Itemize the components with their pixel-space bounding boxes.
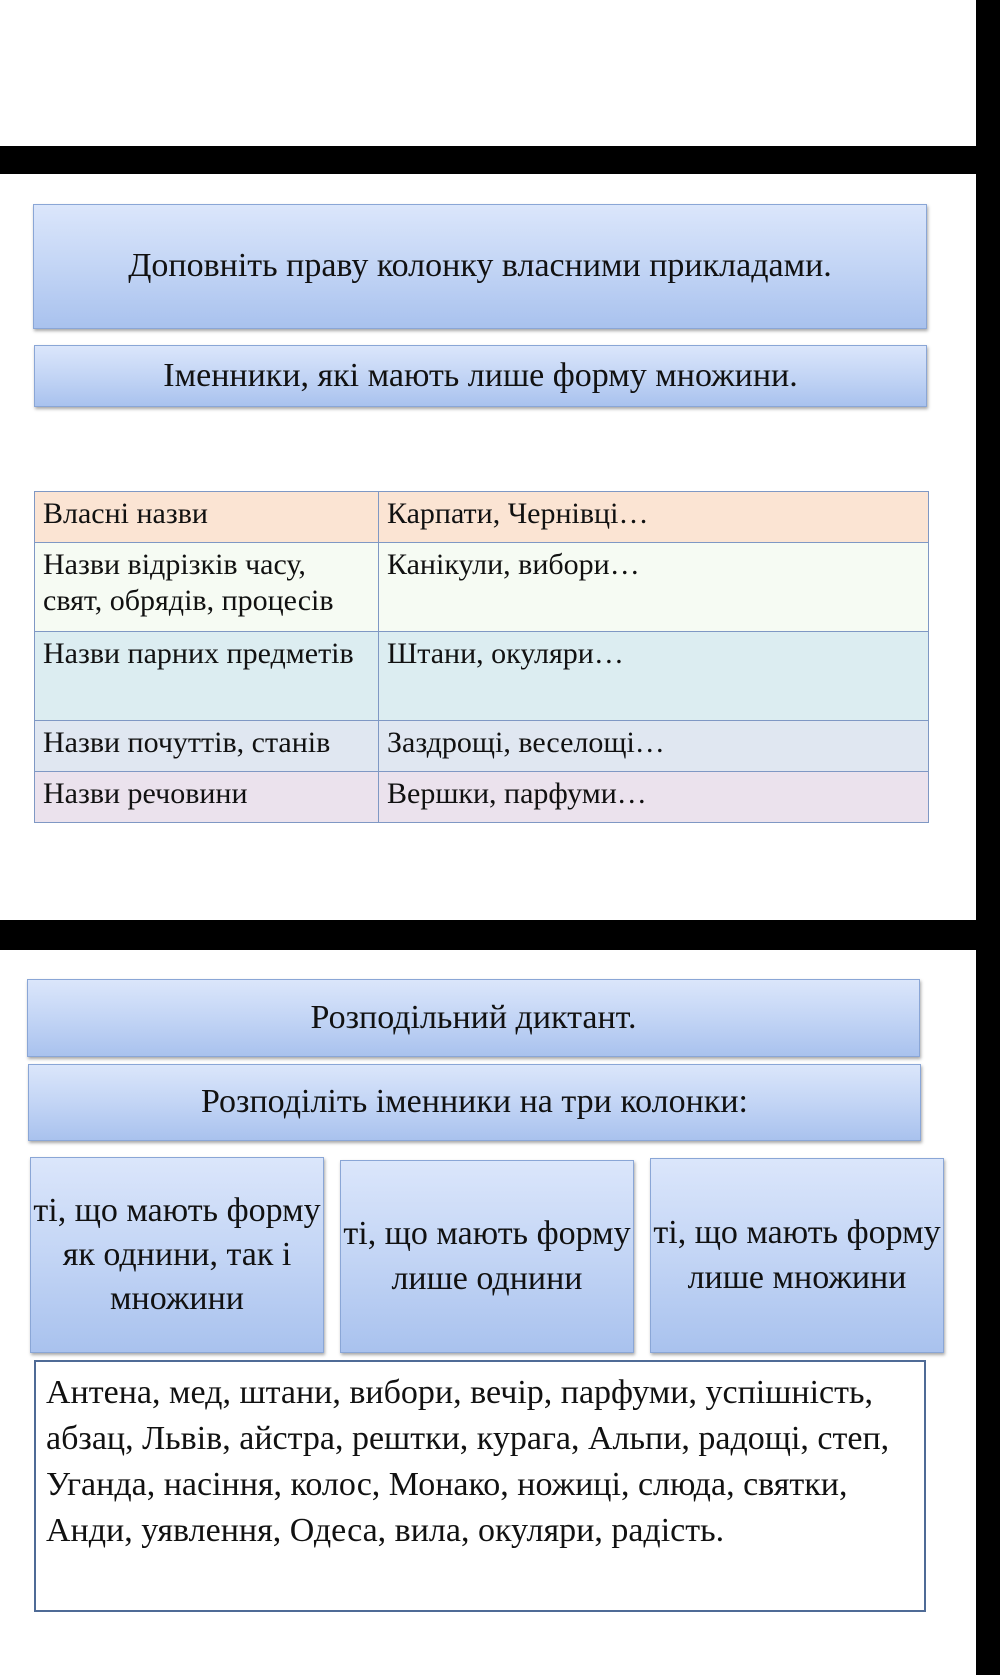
column-header-singular-only — [340, 1160, 634, 1353]
subtitle-header — [34, 345, 927, 407]
category-cell: Власні назви — [35, 492, 379, 543]
category-cell: Назви відрізків часу, свят, обрядів, процесів — [35, 543, 379, 632]
slide-separator-middle — [0, 920, 976, 950]
column-header-text: ті, що мають форму лише множини — [653, 1214, 941, 1296]
category-cell: Назви почуттів, станів — [35, 721, 379, 772]
table-row — [35, 492, 929, 543]
column-header-plural-only — [650, 1158, 944, 1353]
right-edge-border — [976, 0, 1000, 1675]
dictation-title — [27, 979, 920, 1057]
instruction-header — [33, 204, 927, 329]
table-row — [35, 632, 929, 721]
category-cell: Назви речовини — [35, 772, 379, 823]
examples-cell: Канікули, вибори… — [379, 543, 929, 632]
table-row — [35, 721, 929, 772]
column-header-text: ті, що мають форму лише однини — [343, 1215, 631, 1297]
examples-cell: Карпати, Чернівці… — [379, 492, 929, 543]
examples-cell: Заздрощі, веселощі… — [379, 721, 929, 772]
instruction-text: Доповніть праву колонку власними прикладами. — [128, 247, 832, 285]
table-row — [35, 772, 929, 823]
slide-separator-top — [0, 146, 976, 174]
dictation-title-text: Розподільний диктант. — [310, 998, 637, 1036]
column-header-both-forms — [30, 1157, 324, 1353]
word-list-box — [34, 1360, 926, 1612]
subtitle-text: Іменники, які мають лише форму множини. — [163, 356, 798, 394]
category-cell: Назви парних предметів — [35, 632, 379, 721]
dictation-instruction-text: Розподіліть іменники на три колонки: — [200, 1083, 748, 1121]
word-list-text: Антена, мед, штани, вибори, вечір, парфуми, успішність, абзац, Львів, айстра, рештки, курага, Альпи, радощі, степ, Уганда, насіння, колос, Монако, ножиці, слюда, святки, Анди, уявлення, Одеса, вила, окуляри, радість. — [46, 1374, 890, 1549]
plural-nouns-table — [34, 491, 929, 823]
examples-cell: Вершки, парфуми… — [379, 772, 929, 823]
dictation-instruction — [28, 1064, 921, 1141]
column-header-text: ті, що мають форму як однини, так і множини — [33, 1191, 321, 1318]
examples-cell: Штани, окуляри… — [379, 632, 929, 721]
table-row — [35, 543, 929, 632]
